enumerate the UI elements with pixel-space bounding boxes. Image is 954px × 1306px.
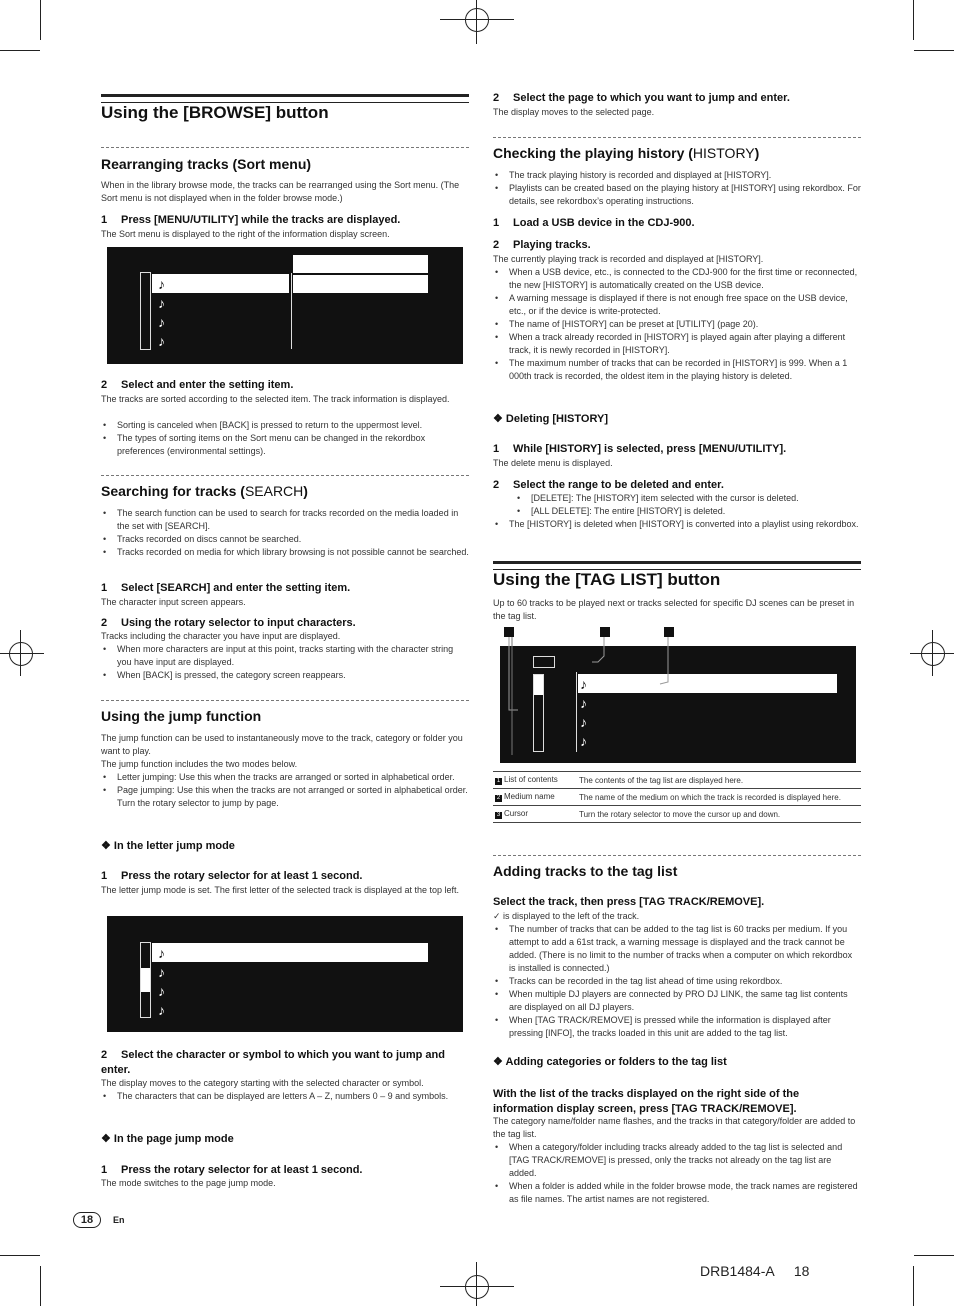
list-item: • The characters that can be displayed are letters A – Z, numbers 0 – 9 and symbols. (117, 1090, 469, 1103)
heading-text: Searching for tracks ( (101, 483, 245, 499)
music-note-icon: ♪ (158, 945, 165, 961)
step-text: Press the rotary selector for at least 1 second. (121, 870, 363, 882)
jump-intro-1: The jump function can be used to instantaneously move to the track, category or folder you want to play. (101, 733, 463, 756)
list-item: • Tracks recorded on discs cannot be searched. (117, 533, 469, 546)
list-item: • The track playing history is recorded and displayed at [HISTORY]. (509, 169, 861, 182)
crop-mark (914, 50, 954, 51)
letter-step-1-desc: The letter jump mode is set. The first letter of the selected track is displayed at the top left. (101, 885, 460, 895)
selected-row (152, 274, 289, 293)
step-text: Using the rotary selector to input characters. (121, 617, 356, 629)
music-note-icon: ♪ (158, 1002, 165, 1018)
sort-intro: When in the library browse mode, the tracks can be rearranged using the Sort menu. (The Sort menu is not displayed when in the folder browse mode.) (101, 180, 460, 203)
music-note-icon: ♪ (158, 295, 165, 311)
divider (493, 855, 861, 856)
crop-mark (913, 1266, 914, 1306)
search-step-2-desc: Tracks including the character you have input are displayed. (101, 631, 341, 641)
list-item: • The maximum number of tracks that can be recorded in [HISTORY] is 999. When a 1 000th track is recorded, the oldest item in the playing history is deleted. (509, 357, 861, 383)
delete-step-1-desc: The delete menu is displayed. (493, 458, 613, 468)
section-rule (101, 94, 469, 103)
heading-search (101, 483, 308, 499)
step-number: 1 (101, 214, 108, 226)
table-row (493, 789, 861, 806)
history-step-1 (493, 217, 861, 229)
doc-id: DRB1484-A (700, 1263, 774, 1279)
heading-history (493, 145, 759, 161)
legend-name-cell (493, 789, 577, 806)
page-step-2-desc: The display moves to the selected page. (493, 107, 655, 117)
crop-mark (914, 1255, 954, 1256)
step-text: Press the rotary selector for at least 1 second. (121, 1164, 363, 1176)
add-notes (493, 923, 861, 1040)
list-item: • When [BACK] is pressed, the category screen reappears. (117, 669, 469, 682)
music-note-icon: ♪ (158, 276, 165, 292)
document-code (700, 1263, 809, 1279)
list-item: • The name of [HISTORY] can be preset at [UTILITY] (page 20). (509, 318, 861, 331)
list-item: • Sorting is canceled when [BACK] is pressed to return to the uppermost level. (117, 419, 469, 432)
letter-step-2-notes (101, 1090, 469, 1103)
step-text: Select the range to be deleted and enter. (513, 479, 724, 491)
step-number: 1 (493, 217, 500, 229)
registration-mark (476, 1262, 477, 1306)
legend-number: 1 (496, 778, 501, 784)
page-step-1 (101, 1164, 469, 1176)
list-item: • [DELETE]: The [HISTORY] item selected with the cursor is deleted. (531, 492, 861, 505)
list-item: • Page jumping: Use this when the tracks are not arranged or sorted in alphabetical order. Turn the rotary selector to jump by page. (117, 784, 469, 810)
list-item: • Playlists can be created based on the playing history at [HISTORY] using rekordbox. For details, see rekordbox’s operating instructions. (509, 182, 861, 208)
section-title-browse: Using the [BROWSE] button (101, 103, 329, 122)
list-item: • When [TAG TRACK/REMOVE] is pressed while the information is displayed after pressing [INFO], the tracks loaded in this unit are added to the tag list. (509, 1014, 861, 1040)
crop-mark (913, 0, 914, 40)
sort-menu-screen (107, 247, 463, 364)
callout-lines (500, 630, 680, 755)
add-categories-step: With the list of the tracks displayed on the right side of the information display screen, press [TAG TRACK/REMOVE]. (493, 1088, 800, 1115)
step-number: 2 (493, 92, 500, 104)
list-item: • When a folder is added while in the folder browse mode, the track names are registered as file names. The artist names are not registered. (509, 1180, 861, 1206)
doc-page: 18 (793, 1263, 810, 1279)
registration-mark (465, 8, 489, 32)
heading-tag: HISTORY (692, 145, 755, 161)
step-number: 2 (101, 617, 108, 629)
step-number: 1 (101, 582, 108, 594)
registration-mark (440, 1286, 514, 1287)
step-text: Playing tracks. (513, 239, 591, 251)
search-step-2 (101, 617, 469, 629)
list-item: • When a track already recorded in [HISTORY] is played again after playing a different track, it is newly recorded in [HISTORY]. (509, 331, 861, 357)
jump-intro-2: The jump function includes the two modes below. (101, 759, 298, 769)
music-note-icon: ♪ (580, 695, 587, 711)
jump-modes (101, 771, 469, 810)
legend-name: Medium name (504, 792, 555, 801)
add-step: Select the track, then press [TAG TRACK/REMOVE]. (493, 896, 765, 908)
history-step-2-desc: The currently playing track is recorded and displayed at [HISTORY]. (493, 254, 764, 264)
step-text: Press [MENU/UTILITY] while the tracks are displayed. (121, 214, 401, 226)
registration-mark (932, 630, 933, 676)
add-step-desc: ✓ is displayed to the left of the track. (493, 911, 640, 921)
delete-step-2 (493, 479, 861, 491)
heading-text: Checking the playing history ( (493, 145, 693, 161)
legend-desc: The contents of the tag list are displayed here. (577, 772, 861, 789)
delete-history-heading: ❖ Deleting [HISTORY] (493, 413, 608, 425)
sort-notes (101, 419, 469, 458)
add-categories-desc: The category name/folder name flashes, and the tracks in that category/folder are added to the tag list. (493, 1116, 856, 1139)
step-text: Load a USB device in the CDJ-900. (513, 217, 695, 229)
sort-step-2 (101, 379, 469, 391)
scroll-thumb (141, 968, 150, 992)
language-code: En (113, 1215, 125, 1225)
list-item: • When more characters are input at this point, tracks starting with the character string you have input are displayed. (117, 643, 469, 669)
sort-menu-title-bar (293, 255, 428, 273)
crop-mark (40, 0, 41, 40)
registration-mark (476, 0, 477, 44)
registration-mark (20, 630, 21, 676)
legend-desc: The name of the medium on which the track is recorded is displayed here. (577, 789, 861, 806)
page-step-1-desc: The mode switches to the page jump mode. (101, 1178, 276, 1188)
sort-menu-divider (291, 273, 292, 349)
scroll-bar (140, 272, 151, 350)
list-item: • The search function can be used to search for tracks recorded on the media loaded in the set with [SEARCH]. (117, 507, 469, 533)
letter-step-2-desc: The display moves to the category starting with the selected character or symbol. (101, 1078, 424, 1088)
sort-step-1 (101, 214, 469, 226)
step-number: 1 (101, 1164, 108, 1176)
legend-name: Cursor (504, 809, 529, 818)
legend-number: 2 (496, 795, 501, 801)
add-categories-heading: ❖ Adding categories or folders to the tag list (493, 1056, 727, 1068)
search-step-1-desc: The character input screen appears. (101, 597, 246, 607)
crop-mark (40, 1266, 41, 1306)
music-note-icon: ♪ (580, 676, 587, 692)
history-step-2 (493, 239, 861, 251)
letter-step-1 (101, 870, 469, 882)
table-row (493, 806, 861, 823)
list-item: • The types of sorting items on the Sort menu can be changed in the rekordbox preferences (environmental settings). (117, 432, 469, 458)
list-item: • The [HISTORY] is deleted when [HISTORY] is converted into a playlist using rekordbox. (509, 518, 861, 531)
legend-name-cell (493, 772, 577, 789)
step-text: Select and enter the setting item. (121, 379, 294, 391)
music-note-icon: ♪ (158, 333, 165, 349)
crop-mark (0, 50, 40, 51)
page-jump-heading: ❖ In the page jump mode (101, 1133, 234, 1145)
selected-row (152, 943, 428, 962)
list-item: • A warning message is displayed if there is not enough free space on the USB device, etc., or if the device is write-protected. (509, 292, 861, 318)
tag-list-intro: Up to 60 tracks to be played next or tracks selected for specific DJ scenes can be preset in the tag list. (493, 598, 855, 621)
step-number: 1 (101, 870, 108, 882)
step-number: 2 (101, 379, 108, 391)
crop-mark (0, 1255, 40, 1256)
history-notes (493, 169, 861, 208)
music-note-icon: ♪ (580, 714, 587, 730)
heading-close: ) (303, 483, 308, 499)
table-row (493, 772, 861, 789)
registration-mark (465, 1275, 489, 1299)
legend-name: List of contents (504, 775, 558, 784)
legend-name-cell (493, 806, 577, 823)
registration-mark (440, 19, 514, 20)
list-item: • When multiple DJ players are connected by PRO DJ LINK, the same tag list contents are displayed on all DJ players. (509, 988, 861, 1014)
heading-sort-menu: Rearranging tracks (Sort menu) (101, 156, 312, 172)
section-rule (493, 561, 861, 570)
list-item: • When a USB device, etc., is connected to the CDJ-900 for the first time or reconnected, the new [HISTORY] is automatically created on the USB device. (509, 266, 861, 292)
divider (101, 475, 469, 476)
page-number-badge: 18 (73, 1212, 101, 1228)
step-text: Select the character or symbol to which you want to jump and enter. (101, 1049, 445, 1076)
list-item: • When a category/folder including tracks already added to the tag list is selected and [TAG TRACK/REMOVE] is pressed, only the tracks not already on the tag list are added. (509, 1141, 861, 1180)
letter-step-2 (101, 1048, 469, 1078)
search-step-2-notes (101, 643, 469, 682)
step-text: Select [SEARCH] and enter the setting item. (121, 582, 351, 594)
delete-range-options (493, 492, 861, 518)
sort-step-1-desc: The Sort menu is displayed to the right of the information display screen. (101, 229, 390, 239)
sort-menu-selected (293, 275, 428, 293)
search-step-1 (101, 582, 469, 594)
heading-tag: SEARCH (244, 483, 304, 499)
legend-desc: Turn the rotary selector to move the cursor up and down. (577, 806, 861, 823)
heading-add-tracks: Adding tracks to the tag list (493, 863, 678, 879)
step-number: 2 (493, 479, 500, 491)
step-text: Select the page to which you want to jump and enter. (513, 92, 790, 104)
divider (493, 137, 861, 138)
letter-jump-heading: ❖ In the letter jump mode (101, 840, 235, 852)
step-text: While [HISTORY] is selected, press [MENU/UTILITY]. (513, 443, 787, 455)
page-step-2 (493, 92, 861, 104)
registration-mark (9, 642, 33, 666)
heading-jump: Using the jump function (101, 708, 262, 724)
divider (101, 147, 469, 148)
music-note-icon: ♪ (158, 983, 165, 999)
list-item: • [ALL DELETE]: The entire [HISTORY] is deleted. (531, 505, 861, 518)
music-note-icon: ♪ (580, 733, 587, 749)
list-item: • Tracks can be recorded in the tag list ahead of time using rekordbox. (509, 975, 861, 988)
letter-jump-screen (107, 916, 463, 1032)
list-item: • Letter jumping: Use this when the tracks are arranged or sorted in alphabetical order. (117, 771, 469, 784)
section-title-tag-list: Using the [TAG LIST] button (493, 570, 721, 589)
add-categories-notes (493, 1141, 861, 1206)
registration-mark (921, 642, 945, 666)
list-item: • The number of tracks that can be added to the tag list is 60 tracks per medium. If you attempt to add a 61st track, a warning message is displayed and the track cannot be added. (There is no limit to the number of tracks when a computer on which rekordbox is installed is connected.) (509, 923, 861, 975)
step-number: 2 (101, 1049, 108, 1061)
delete-notes (493, 518, 861, 531)
tag-list-legend (493, 771, 861, 823)
delete-step-1 (493, 443, 861, 455)
registration-mark (0, 653, 44, 654)
sort-step-2-desc: The tracks are sorted according to the selected item. The track information is displayed. (101, 394, 450, 404)
legend-number: 3 (496, 812, 501, 818)
history-step-2-notes (493, 266, 861, 383)
music-note-icon: ♪ (158, 314, 165, 330)
step-number: 1 (493, 443, 500, 455)
list-item: • Tracks recorded on media for which library browsing is not possible cannot be searched. (117, 546, 469, 559)
step-number: 2 (493, 239, 500, 251)
heading-close: ) (754, 145, 760, 161)
search-notes (101, 507, 469, 559)
music-note-icon: ♪ (158, 964, 165, 980)
divider (101, 700, 469, 701)
